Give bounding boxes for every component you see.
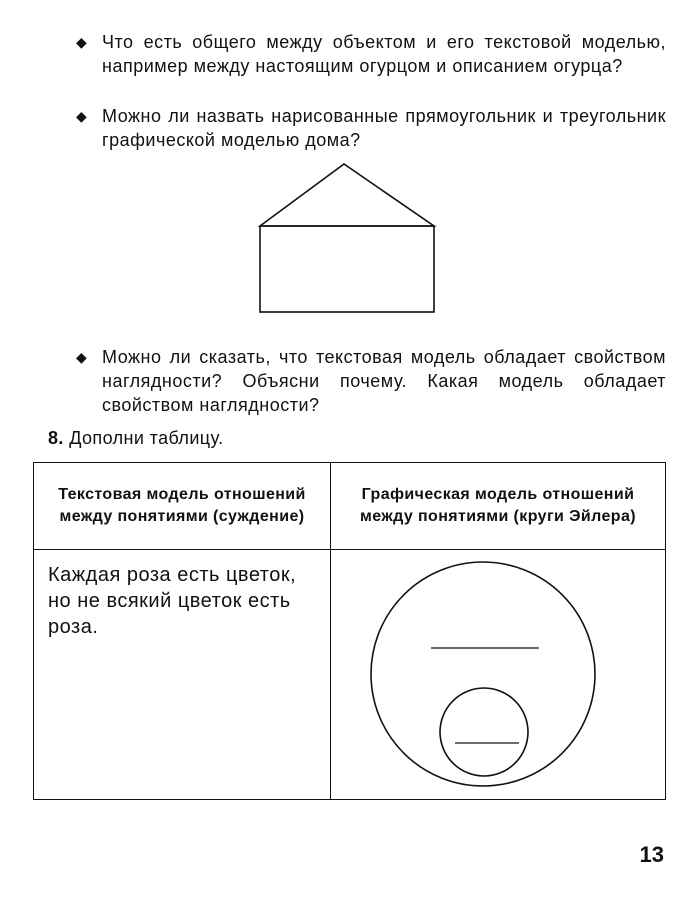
task-text: Дополни таблицу. xyxy=(69,428,224,448)
question-text: Можно ли назвать нарисованные прямоугольник и треугольник графической моделью дома? xyxy=(102,106,666,150)
bullet-icon: ◆ xyxy=(76,108,88,124)
judgement-text: Каждая роза есть цветок, но не всякий цветок есть роза. xyxy=(48,564,297,638)
question-text: Что есть общего между объектом и его текстовой моделью, например между настоящим огурцом и описанием огурца? xyxy=(102,32,666,76)
outer-circle xyxy=(371,562,595,786)
question-2 xyxy=(76,104,666,152)
inner-circle xyxy=(440,688,528,776)
euler-table xyxy=(33,462,666,800)
bullet-icon: ◆ xyxy=(76,349,88,365)
question-1 xyxy=(76,30,666,78)
task-number: 8. xyxy=(48,428,64,448)
cell-judgement xyxy=(34,550,331,800)
question-3 xyxy=(76,345,666,417)
house-drawing xyxy=(254,160,440,316)
header-graphic-model: Графическая модель отношений между понятиями (круги Эйлера) xyxy=(331,463,666,550)
question-text: Можно ли сказать, что текстовая модель обладает свойством наглядности? Объясни почему. Какая модель обладает свойством наглядности? xyxy=(102,347,666,415)
header-text-model: Текстовая модель отношений между понятиями (суждение) xyxy=(34,463,331,550)
task-8 xyxy=(48,428,224,449)
page-number: 13 xyxy=(639,842,664,867)
house-rectangle xyxy=(260,226,434,312)
euler-circles xyxy=(331,550,666,794)
cell-euler xyxy=(331,550,666,800)
roof-triangle xyxy=(260,164,434,226)
bullet-icon: ◆ xyxy=(76,34,88,50)
